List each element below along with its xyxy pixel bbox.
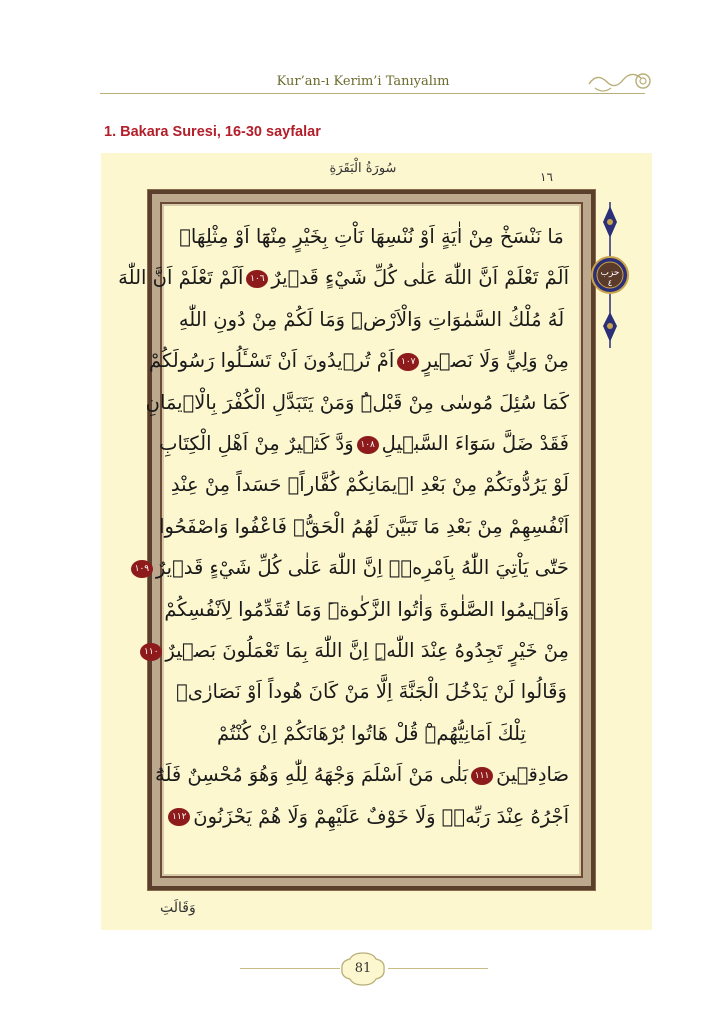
- mushaf-page-number: ١٦: [540, 170, 553, 184]
- hizb-number: ٤: [607, 279, 613, 289]
- quran-line: [174, 216, 569, 257]
- text-frame: [118, 190, 595, 890]
- catchword: وَقَالَتِ: [160, 900, 196, 916]
- quran-line: [145, 382, 569, 423]
- quran-line-text: تِلْكَ اَمَانِيُّهُمْۜ قُلْ هَاتُوا بُرْهَانَكُمْ اِنْ كُنْتُمْ: [217, 721, 526, 745]
- quran-line: [170, 464, 569, 505]
- quran-line-text: لَهُ مُلْكُ السَّمٰوَاتِ وَالْاَرْضِۜ وَمَا لَكُمْ مِنْ دُونِ اللّٰهِ: [178, 307, 565, 331]
- quran-line-text: مِنْ خَيْرٍ تَجِدُوهُ عِنْدَ اللّٰهِۜ اِنَّ اللّٰهَ بِمَا تَعْمَلُونَ بَص۪يرٌ: [165, 639, 569, 663]
- ayah-number-marker: ١١٠: [140, 643, 162, 661]
- quran-line-text: صَادِق۪ينَ: [496, 763, 569, 787]
- quran-line: [164, 589, 569, 630]
- ayah-number-marker: ١٠٨: [357, 436, 379, 454]
- quran-line-text: بَلٰى مَنْ اَسْلَمَ وَجْهَهُ لِلّٰهِ وَهُوَ مُحْسِنٌ فَلَهُٓ: [155, 763, 469, 787]
- quran-line-text: مَا نَنْسَخْ مِنْ اٰيَةٍ اَوْ نُنْسِهَا نَاْتِ بِخَيْرٍ مِنْهَٓا اَوْ مِثْلِهَاۜ: [179, 225, 564, 248]
- ayah-number-marker: ١١٢: [168, 808, 190, 826]
- hizb-label: [590, 268, 630, 290]
- surah-name: سُورَةُ الْبَقَرَةِ: [329, 161, 397, 176]
- quran-line-text: وَاَق۪يمُوا الصَّلٰوةَ وَاٰتُوا الزَّكٰوةَۜ وَمَا تُقَدِّمُوا لِاَنْفُسِكُمْ: [164, 597, 569, 621]
- ayah-number-marker: ١٠٧: [397, 353, 419, 371]
- quran-line: [174, 671, 569, 712]
- quran-line: [174, 796, 569, 837]
- quran-line: [144, 630, 569, 671]
- quran-line: [159, 423, 569, 464]
- quran-line: [148, 340, 569, 381]
- quran-line: [134, 547, 569, 588]
- quran-line: [159, 506, 569, 547]
- quran-line-text: وَقَالُوا لَنْ يَدْخُلَ الْجَنَّةَ اِلَّا مَنْ كَانَ هُوداً اَوْ نَصَارٰىۜ: [176, 680, 567, 704]
- quran-line: [118, 257, 569, 298]
- quran-line-text: اَمْ تُر۪يدُونَ اَنْ تَسْـَٔلُوا رَسُولَكُمْ: [148, 349, 395, 373]
- header-divider: [100, 93, 645, 94]
- quran-line-text: اَجْرُهُ عِنْدَ رَبِّه۪ۖ وَلَا خَوْفٌ عَلَيْهِمْ وَلَا هُمْ يَحْزَنُونَ: [193, 804, 569, 828]
- quran-line: [155, 754, 569, 795]
- text-frame-inner: [118, 202, 583, 878]
- hizb-word: حزب: [600, 268, 620, 278]
- quran-line-text: وَدَّ كَث۪يرٌ مِنْ اَهْلِ الْكِتَابِ: [159, 432, 354, 456]
- ayah-number-marker: ١٠٩: [131, 560, 153, 578]
- footer-divider-left: [240, 968, 340, 969]
- section-title: 1. Bakara Suresi, 16-30 sayfalar: [104, 124, 321, 140]
- quran-line-text: حَتّٰى يَاْتِيَ اللّٰهُ بِاَمْرِه۪ۜ اِنَّ اللّٰهَ عَلٰى كُلِّ شَيْءٍ قَد۪يرٌ: [155, 556, 569, 580]
- footer-divider-right: [388, 968, 488, 969]
- page-number: 81: [354, 961, 372, 976]
- quran-line-text: اَلَمْ تَعْلَمْ اَنَّ اللّٰهَ عَلٰى كُلِّ شَيْءٍ قَد۪يرٌ: [271, 266, 569, 290]
- header-title: Kur’an-ı Kerim’i Tanıyalım: [276, 74, 450, 89]
- quran-line-text: لَوْ يَرُدُّونَكُمْ مِنْ بَعْدِ ا۪يمَانِكُمْ كُفَّاراًۚ حَسَداً مِنْ عِنْدِ: [170, 473, 569, 497]
- quran-line: [174, 713, 569, 754]
- quran-line-text: مِنْ وَلِيٍّ وَلَا نَص۪يرٍ: [422, 349, 569, 373]
- quran-line-text: اَنْفُسِهِمْ مِنْ بَعْدِ مَا تَبَيَّنَ لَهُمُ الْحَقُّۚ فَاعْفُوا وَاصْفَحُوا: [159, 514, 569, 538]
- quran-line-text: فَقَدْ ضَلَّ سَوَٓاءَ السَّب۪يلِ: [381, 432, 569, 456]
- quran-line: [174, 299, 569, 340]
- quran-line-text: اَلَمْ تَعْلَمْ اَنَّ اللّٰهَ: [118, 266, 244, 290]
- ayah-number-marker: ١٠٦: [246, 270, 268, 288]
- ayah-number-marker: ١١١: [471, 767, 493, 785]
- quran-line-text: كَمَا سُئِلَ مُوسٰى مِنْ قَبْلُۜ وَمَنْ يَتَبَدَّلِ الْكُفْرَ بِالْا۪يمَانِ: [145, 390, 569, 414]
- quran-text: [118, 216, 569, 866]
